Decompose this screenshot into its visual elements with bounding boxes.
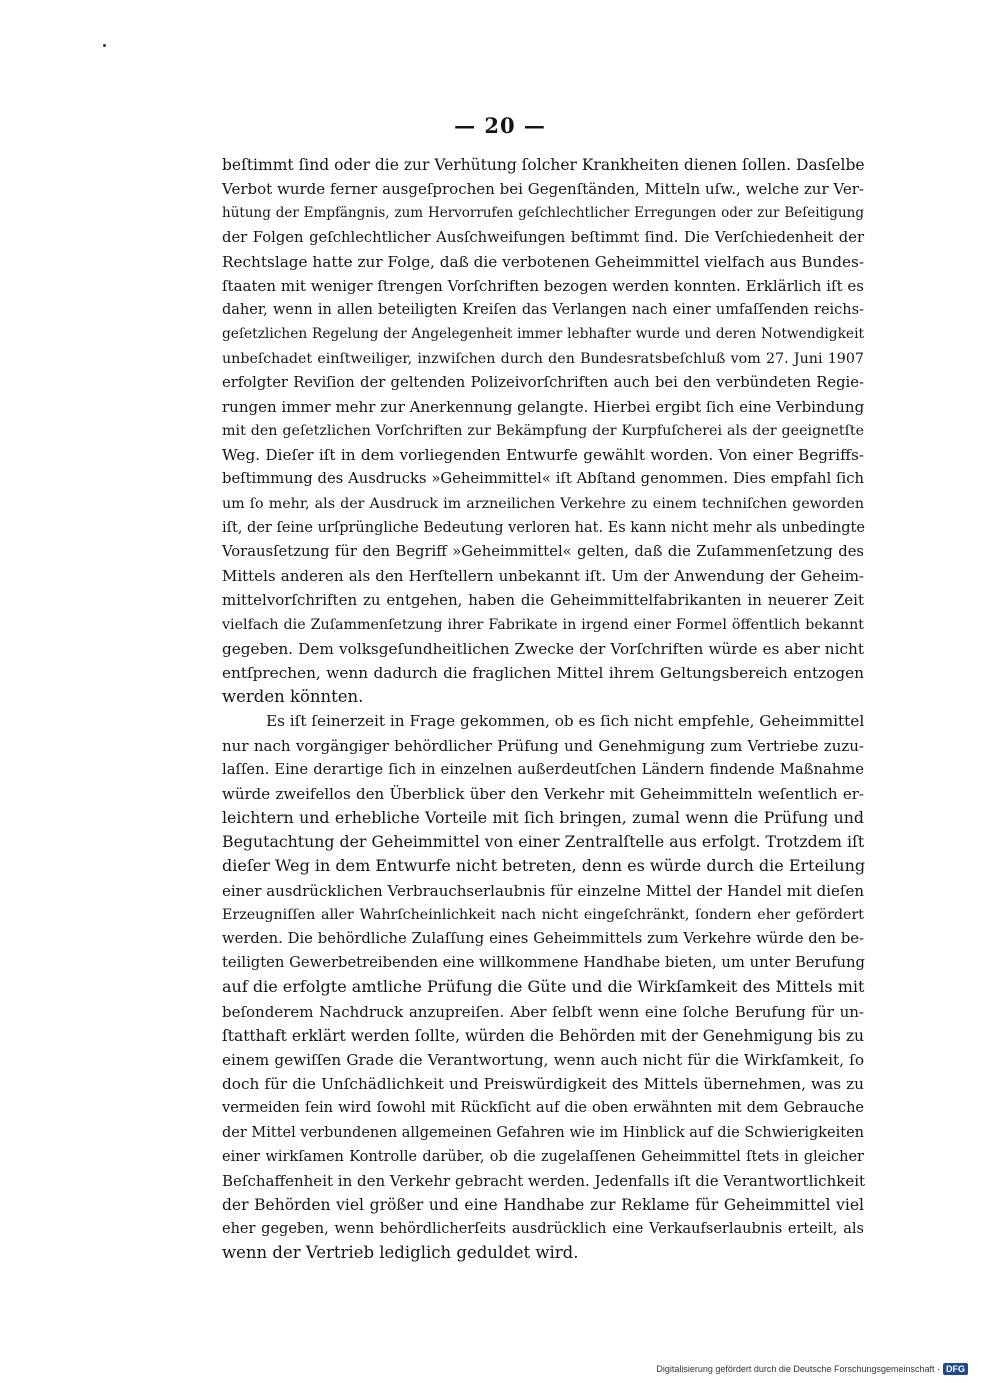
text-line: vielfach die Zuſammenſetzung ihrer Fabrikate in irgend einer Formel öffentlich bekannt	[222, 616, 864, 633]
text-line: beſtimmung des Ausdrucks »Geheimmittel« iſt Abſtand genommen. Dies empfahl ſich	[222, 470, 864, 488]
text-line: mit den geſetzlichen Vorſchriften zur Bekämpfung der Kurpfuſcherei als der geeignetſte	[222, 423, 864, 440]
text-line: vermeiden ſein wird ſowohl mit Rückſicht auf die oben erwähnten mit dem Gebrauche	[222, 1100, 864, 1117]
text-line: dieſer Weg in dem Entwurfe nicht betreten, denn es würde durch die Erteilung	[222, 856, 866, 876]
text-line: unbeſchadet einſtweiliger, inzwiſchen durch den Bundesratsbeſchluß vom 27. Juni 1907	[222, 350, 864, 367]
digitization-credit-text: Digitalisierung gefördert durch die Deutsche Forschungsgemeinschaft ·	[656, 1364, 940, 1374]
scan-mark	[103, 44, 106, 47]
text-line: daher, wenn in allen beteiligten Kreiſen das Verlangen nach einer umfaſſenden reichs-	[222, 302, 864, 319]
text-line: einer wirkſamen Kontrolle darüber, ob die zugelaſſenen Geheimmittel ſtets in gleicher	[222, 1148, 864, 1165]
text-line: auf die erfolgte amtliche Prüfung die Güte und die Wirkſamkeit des Mittels mit	[222, 977, 865, 997]
text-line: rungen immer mehr zur Anerkennung gelangte. Hierbei ergibt ſich eine Verbindung	[222, 397, 865, 416]
text-line: Mittels anderen als den Herſtellern unbekannt iſt. Um der Anwendung der Geheim-	[222, 567, 864, 586]
text-line: um ſo mehr, als der Ausdruck im arzneilichen Verkehre zu einem techniſchen geworden	[222, 495, 864, 512]
text-line: laſſen. Eine derartige ſich in einzelnen außerdeutſchen Ländern findende Maßnahme	[222, 760, 864, 778]
paragraph	[222, 709, 864, 1265]
text-line: beſtimmt ſind oder die zur Verhütung ſolcher Krankheiten dienen ſollen. Dasſelbe	[222, 156, 865, 174]
text-line: der Behörden viel größer und eine Handhabe zur Reklame für Geheimmittel viel	[222, 1196, 864, 1215]
text-line: geſetzlichen Regelung der Angelegenheit immer lebhafter wurde und deren Notwendigkeit	[222, 326, 864, 343]
text-line: Weg. Dieſer iſt in dem vorliegenden Entwurfe gewählt worden. Von einer Begriffs-	[222, 446, 864, 465]
text-line: würde zweifellos den Überblick über den Verkehr mit Geheimmitteln weſentlich er-	[222, 784, 864, 803]
text-line: ſtatthaft erklärt werden ſollte, würden die Behörden mit der Genehmigung bis zu	[222, 1026, 864, 1045]
text-line: wenn der Vertrieb lediglich geduldet wird.	[222, 1243, 579, 1263]
text-line: einem gewiſſen Grade die Verantwortung, wenn auch nicht für die Wirkſamkeit, ſo	[222, 1050, 864, 1069]
text-line: Verbot wurde ferner ausgeſprochen bei Gegenſtänden, Mitteln uſw., welche zur Ver-	[222, 180, 864, 199]
paragraph	[222, 153, 864, 709]
text-line: gegeben. Dem volksgeſundheitlichen Zwecke der Vorſchriften würde es aber nicht	[222, 639, 864, 658]
page-number: — 20 —	[454, 113, 546, 138]
text-line: nur nach vorgängiger behördlicher Prüfung und Genehmigung zum Vertriebe zuzu-	[222, 736, 864, 755]
text-line: doch für die Unſchädlichkeit und Preiswürdigkeit des Mittels übernehmen, was zu	[222, 1075, 864, 1094]
text-line: hütung der Empfängnis, zum Hervorrufen geſchlechtlicher Erregungen oder zur Beſeitigung	[222, 205, 864, 222]
text-line: Beſchaffenheit in den Verkehr gebracht werden. Jedenfalls iſt die Verantwortlichkeit	[222, 1171, 866, 1190]
text-line: werden könnten.	[222, 687, 364, 707]
text-line: iſt, der ſeine urſprüngliche Bedeutung verloren hat. Es kann nicht mehr als unbedingte	[222, 519, 865, 536]
text-line: mittelvorſchriften zu entgehen, haben die Geheimmittelfabrikanten in neuerer Zeit	[222, 591, 864, 610]
text-line: beſonderem Nachdruck anzupreiſen. Aber ſelbſt wenn eine ſolche Berufung für un-	[222, 1002, 864, 1021]
text-line: werden. Die behördliche Zulaſſung eines Geheimmittels zum Verkehre würde den be-	[222, 930, 864, 947]
text-line: Rechtslage hatte zur Folge, daß die verbotenen Geheimmittel vielfach aus Bundes-	[222, 252, 864, 271]
text-line: eher gegeben, wenn behördlicherſeits ausdrücklich eine Verkaufserlaubnis erteilt, als	[222, 1221, 864, 1238]
text-line: ſtaaten mit weniger ſtrengen Vorſchriften bezogen werden konnten. Erklärlich iſt es	[222, 276, 864, 295]
text-line: Begutachtung der Geheimmittel von einer Zentralſtelle aus erfolgt. Trotzdem iſt	[222, 832, 865, 852]
text-line: entſprechen, wenn dadurch die fraglichen Mittel ihrem Geltungsbereich entzogen	[222, 663, 864, 682]
text-line: Es iſt ſeinerzeit in Frage gekommen, ob es ſich nicht empfehle, Geheimmittel	[266, 712, 865, 731]
text-line: teiligten Gewerbetreibenden eine willkommene Handhabe bieten, um unter Berufung	[222, 954, 865, 972]
text-line: erfolgter Reviſion der geltenden Polizeivorſchriften auch bei den verbündeten Regie-	[222, 373, 864, 391]
text-line: der Folgen geſchlechtlicher Ausſchweifungen beſtimmt ſind. Die Verſchiedenheit der	[222, 228, 864, 246]
body-text	[222, 153, 864, 1266]
text-line: leichtern und erhebliche Vorteile mit ſich bringen, zumal wenn die Prüfung und	[222, 808, 864, 828]
text-line: der Mittel verbundenen allgemeinen Gefahren wie im Hinblick auf die Schwierigkeiten	[222, 1124, 864, 1141]
digitization-credit	[656, 1363, 968, 1375]
text-line: einer ausdrücklichen Verbrauchserlaubnis für einzelne Mittel der Handel mit dieſen	[222, 881, 864, 900]
text-line: Vorausſetzung für den Begriff »Geheimmittel« gelten, daß die Zuſammenſetzung des	[222, 543, 864, 560]
text-line: Erzeugniſſen aller Wahrſcheinlichkeit nach nicht eingeſchränkt, ſondern eher gefördert	[222, 906, 864, 923]
dfg-logo: DFG	[943, 1363, 968, 1375]
